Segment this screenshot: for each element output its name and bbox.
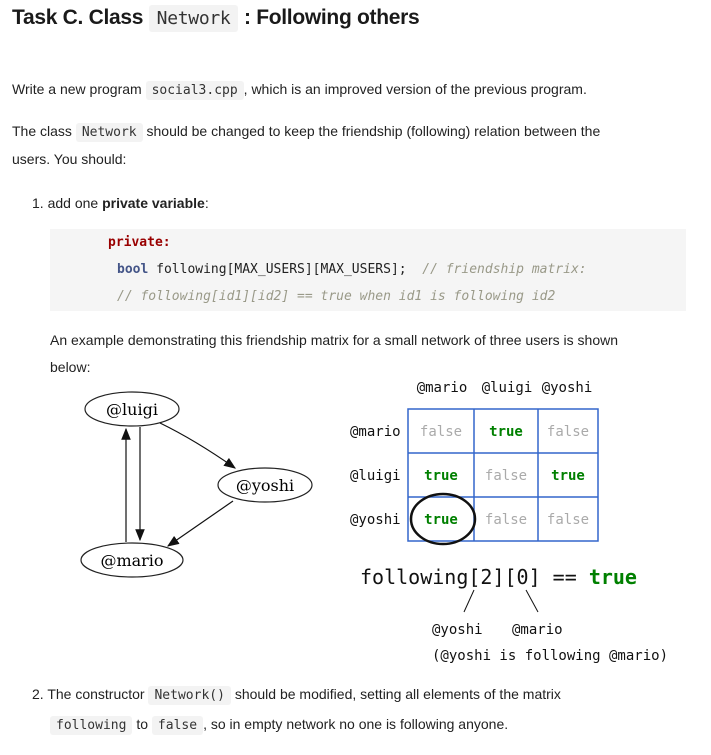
code-decl: following[MAX_USERS][MAX_USERS];	[148, 262, 407, 277]
pointer-arrow-left	[464, 590, 474, 612]
example-line1: An example demonstrating this friendship matrix for a small network of three users is shown	[50, 332, 619, 348]
annot-yoshi: @yoshi	[432, 622, 483, 638]
matrix-expression	[360, 565, 637, 589]
row-header: @luigi	[350, 468, 401, 484]
item2-code: Network()	[148, 686, 230, 705]
title-prefix: Task C. Class	[12, 6, 144, 29]
intro-code: social3.cpp	[146, 81, 244, 100]
matrix-cell: true	[424, 512, 458, 528]
page-title	[12, 6, 419, 30]
matrix-cell: true	[424, 468, 458, 484]
expr-op: ==	[552, 565, 577, 589]
title-code: Network	[149, 5, 239, 32]
para2-text-after: should be changed to keep the friendship (following) relation between the	[146, 123, 601, 139]
col-header: @mario	[416, 380, 468, 396]
list-item-2	[32, 680, 692, 740]
code-line-2	[117, 262, 587, 277]
node-luigi-label: @luigi	[106, 400, 158, 419]
item2-text-end: , so in empty network no one is following anyone.	[203, 716, 509, 732]
example-line2: below:	[50, 359, 91, 375]
edge-luigi-yoshi	[160, 423, 235, 468]
code-line-3	[117, 289, 555, 304]
col-header: @luigi	[481, 380, 533, 396]
item1-bold: private variable	[102, 195, 205, 211]
para2-line2: users. You should:	[12, 151, 127, 167]
class-paragraph	[12, 118, 692, 173]
para2-text: The class	[12, 123, 72, 139]
code-comment-2: // following[id1][id2] == true when id1 is following id2	[117, 289, 556, 304]
intro-paragraph	[12, 76, 692, 104]
friendship-matrix	[340, 372, 680, 672]
list-number: 1.	[32, 195, 44, 211]
code-comment: // friendship matrix:	[422, 262, 587, 277]
matrix-cell: false	[546, 512, 590, 528]
annot-caption: (@yoshi is following @mario)	[432, 648, 669, 664]
item2-text-after: should be modified, setting all elements of the matrix	[234, 686, 561, 702]
annot-mario: @mario	[512, 622, 563, 638]
code-keyword: private:	[108, 235, 171, 250]
friendship-graph	[70, 385, 330, 585]
edge-yoshi-mario	[168, 501, 233, 546]
node-mario-label: @mario	[100, 551, 164, 570]
title-suffix: : Following others	[243, 6, 420, 29]
item2-code3: false	[152, 716, 203, 735]
matrix-cell: false	[419, 424, 463, 440]
code-type: bool	[117, 262, 149, 277]
node-yoshi-label: @yoshi	[235, 476, 295, 495]
code-block	[50, 229, 686, 311]
expr-value: true	[588, 565, 637, 589]
row-header: @yoshi	[350, 512, 401, 528]
item1-colon: :	[204, 195, 209, 211]
para2-code: Network	[76, 123, 143, 142]
intro-text: Write a new program	[12, 81, 142, 97]
item2-to: to	[136, 716, 149, 732]
expr-code: following[2][0]	[360, 565, 541, 589]
matrix-cell: false	[484, 512, 528, 528]
row-header: @mario	[350, 424, 401, 440]
matrix-cell: false	[546, 424, 590, 440]
item1-text: add one	[47, 195, 99, 211]
col-header: @yoshi	[541, 380, 593, 396]
intro-text-after: , which is an improved version of the previous program.	[243, 81, 587, 97]
pointer-arrow-right	[526, 590, 538, 612]
list-number: 2.	[32, 686, 44, 702]
item2-code2: following	[50, 716, 132, 735]
list-item-1	[32, 190, 209, 217]
matrix-cell: false	[484, 468, 528, 484]
matrix-cell: true	[489, 424, 523, 440]
matrix-cell: true	[551, 468, 585, 484]
code-line-1	[108, 235, 171, 250]
item2-text: The constructor	[47, 686, 145, 702]
